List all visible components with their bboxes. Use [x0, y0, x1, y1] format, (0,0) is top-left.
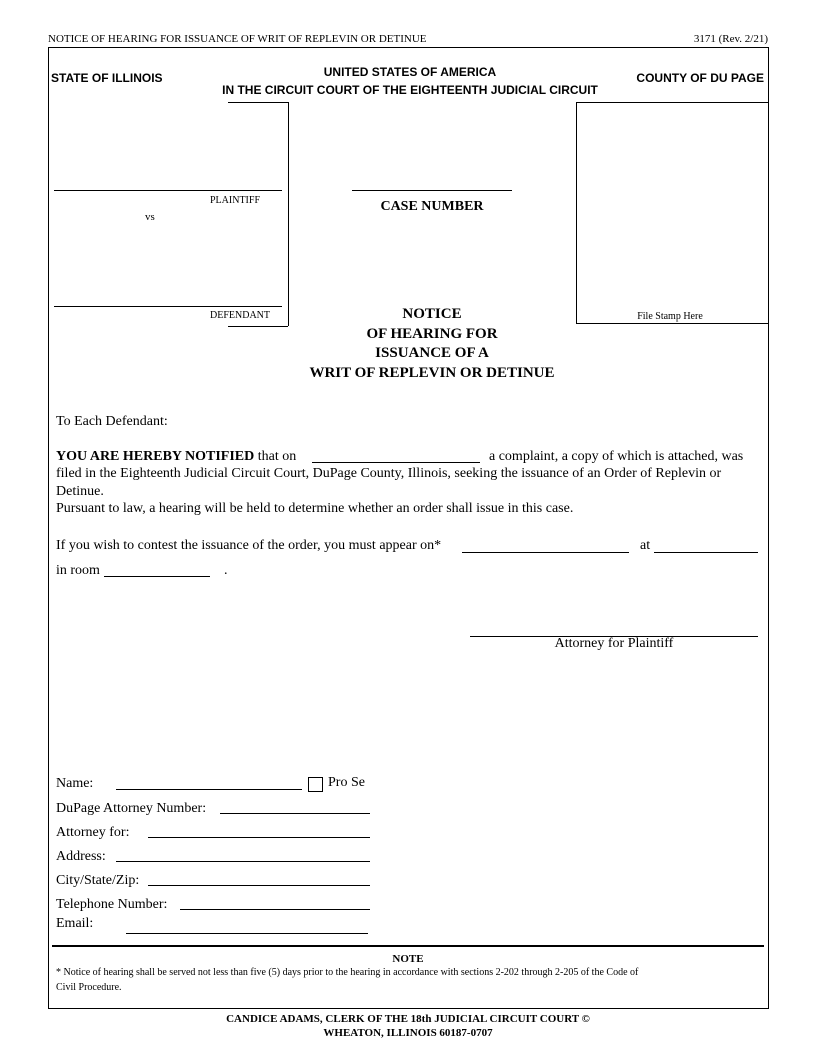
pro-se-label: Pro Se: [328, 775, 365, 790]
frame-right: [768, 47, 769, 1009]
telephone-field[interactable]: [180, 895, 370, 910]
state-label: STATE OF ILLINOIS: [51, 71, 163, 85]
at-label: at: [640, 538, 651, 553]
dupage-number-field[interactable]: [220, 799, 370, 814]
salutation: To Each Defendant:: [56, 414, 168, 429]
attorney-for-plaintiff-label: Attorney for Plaintiff: [554, 636, 674, 651]
plaintiff-field[interactable]: [54, 176, 282, 191]
city-state-zip-field[interactable]: [148, 871, 370, 886]
body-line-3: Detinue.: [56, 484, 104, 499]
email-field[interactable]: [126, 919, 368, 934]
file-stamp-box: [576, 102, 768, 324]
defendant-label: DEFENDANT: [210, 310, 270, 321]
frame-bottom: [48, 1008, 768, 1009]
title-line-4: WRIT OF REPLEVIN OR DETINUE: [309, 364, 555, 381]
notice-title: [232, 305, 632, 383]
telephone-label: Telephone Number:: [56, 897, 168, 912]
appear-time-field[interactable]: [654, 538, 758, 553]
address-field[interactable]: [116, 847, 370, 862]
case-number-field[interactable]: [352, 176, 512, 191]
country-label: UNITED STATES OF AMERICA: [323, 65, 497, 79]
attorney-for-field[interactable]: [148, 823, 370, 838]
footer-address: WHEATON, ILLINOIS 60187-0707: [323, 1027, 493, 1039]
attorney-signature-field[interactable]: [470, 622, 758, 637]
notified-bold: YOU ARE HEREBY NOTIFIED: [56, 449, 255, 464]
footer-clerk: CANDICE ADAMS, CLERK OF THE 18th JUDICIAL CIRCUIT COURT ©: [226, 1013, 590, 1025]
notified-line: [56, 449, 296, 465]
case-number-label: CASE NUMBER: [380, 199, 484, 214]
form-title: NOTICE OF HEARING FOR ISSUANCE OF WRIT OF REPLEVIN OR DETINUE: [48, 33, 427, 45]
file-stamp-label: File Stamp Here: [637, 311, 703, 322]
title-line-2: OF HEARING FOR: [366, 325, 498, 342]
contest-text: If you wish to contest the issuance of the order, you must appear on*: [56, 538, 442, 553]
attorney-for-label: Attorney for:: [56, 825, 130, 840]
vs-label: vs: [145, 211, 155, 223]
in-room-label: in room: [56, 563, 100, 578]
caption-bracket-top: [228, 102, 288, 103]
note-line-2: Civil Procedure.: [56, 982, 122, 993]
complaint-tail: a complaint, a copy of which is attached, was: [489, 449, 744, 464]
note-rule: [52, 945, 764, 947]
name-label: Name:: [56, 776, 94, 791]
name-field[interactable]: [116, 775, 302, 790]
frame-left: [48, 47, 49, 1009]
address-label: Address:: [56, 849, 106, 864]
form-number: 3171 (Rev. 2/21): [693, 33, 768, 45]
dupage-number-label: DuPage Attorney Number:: [56, 801, 207, 816]
body-line-4: Pursuant to law, a hearing will be held to determine whether an order shall issue in this case.: [56, 501, 574, 516]
pro-se-checkbox[interactable]: [308, 777, 323, 792]
body-line-2: filed in the Eighteenth Judicial Circuit Court, DuPage County, Illinois, seeking the issuance of an Order of Replevin or: [56, 466, 722, 481]
title-line-1: NOTICE: [402, 306, 462, 322]
email-label: Email:: [56, 916, 94, 931]
note-heading: NOTE: [392, 953, 424, 965]
appear-date-field[interactable]: [462, 538, 629, 553]
room-field[interactable]: [104, 562, 210, 577]
note-line-1: * Notice of hearing shall be served not less than five (5) days prior to the hearing in accordance with sections 2-202 through 2-205 of the Code of: [56, 967, 639, 978]
notified-on: that on: [257, 449, 297, 464]
county-label: COUNTY OF DU PAGE: [636, 71, 764, 85]
room-period: .: [224, 563, 228, 578]
court-label: IN THE CIRCUIT COURT OF THE EIGHTEENTH JUDICIAL CIRCUIT: [222, 83, 598, 97]
title-line-3: ISSUANCE OF A: [375, 345, 489, 361]
caption-bracket-side: [288, 102, 289, 326]
header-rule: [48, 47, 768, 48]
city-state-zip-label: City/State/Zip:: [56, 873, 140, 888]
plaintiff-label: PLAINTIFF: [210, 195, 261, 206]
complaint-date-field[interactable]: [312, 448, 480, 463]
